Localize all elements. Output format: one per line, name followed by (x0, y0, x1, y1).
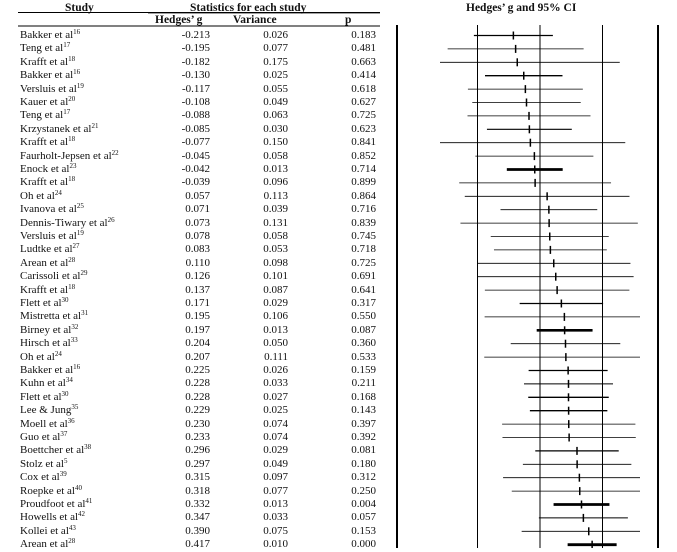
study-name: Kollei et $al^{43}$ (20, 523, 76, 537)
hedges-g-value: -0.088 (181, 109, 210, 122)
study-name: Flett et $al^{30}$ (20, 389, 69, 403)
hedges-g-value: 0.233 (185, 431, 210, 443)
p-value: 0.691 (351, 270, 376, 283)
hedges-g-value: 0.137 (185, 283, 210, 296)
variance-header: Variance (233, 14, 277, 26)
variance-value: 0.039 (263, 203, 288, 216)
hedges-g-value: 0.228 (185, 390, 210, 403)
variance-value: 0.131 (263, 216, 288, 229)
hedges-g-value: -0.213 (181, 29, 210, 41)
p-value: 0.168 (351, 390, 376, 403)
hedges-g-value: 0.057 (185, 189, 210, 202)
p-value: 0.081 (351, 444, 376, 457)
hedges-g-header: Hedges’ g (155, 14, 203, 26)
study-name: Arean et $al^{28}$ (20, 255, 76, 269)
study-name: Arean et $al^{28}$ (20, 537, 76, 551)
study-name: Krafft et $al^{18}$ (20, 282, 76, 296)
variance-value: 0.026 (263, 29, 288, 41)
hedges-g-value: 0.071 (185, 203, 210, 216)
hedges-g-value: 0.332 (185, 498, 210, 510)
variance-value: 0.025 (263, 69, 288, 82)
p-value: 0.725 (351, 109, 376, 122)
p-value: 0.714 (351, 163, 376, 175)
reference-number: 35 (71, 403, 79, 412)
hedges-g-value: -0.042 (181, 163, 210, 175)
p-value: 0.725 (351, 256, 376, 269)
p-value: 0.180 (351, 457, 376, 470)
study-name: Bakker et $al^{16}$ (20, 68, 81, 82)
reference-number: 19 (76, 81, 84, 90)
reference-number: 17 (63, 108, 71, 117)
variance-value: 0.106 (263, 310, 288, 323)
study-name: Bakker et $al^{16}$ (20, 28, 81, 41)
reference-number: 17 (63, 41, 71, 50)
variance-value: 0.033 (263, 377, 288, 390)
reference-number: 39 (59, 470, 67, 479)
reference-number: 20 (68, 95, 76, 103)
hedges-g-value: 0.417 (185, 538, 210, 551)
variance-value: 0.075 (263, 524, 288, 537)
reference-number: 40 (74, 483, 82, 492)
variance-value: 0.026 (263, 364, 288, 376)
p-value: 0.852 (351, 149, 376, 162)
hedges-g-value: 0.073 (185, 216, 210, 229)
reference-number: 16 (73, 68, 81, 77)
reference-number: 16 (73, 28, 81, 36)
reference-number: 16 (73, 363, 81, 371)
p-value: 0.250 (351, 484, 376, 497)
study-name: Oh et $al^{24}$ (20, 188, 62, 202)
study-name: Krzystanek et $al^{21}$ (20, 121, 99, 135)
hedges-g-value: 0.078 (185, 230, 210, 242)
variance-value: 0.077 (263, 42, 288, 55)
variance-value: 0.063 (263, 109, 288, 122)
p-value: 0.533 (351, 350, 376, 363)
hedges-g-value: -0.108 (181, 96, 210, 108)
reference-number: 29 (80, 269, 88, 278)
reference-number: 36 (67, 416, 75, 425)
study-name: Teng et $al^{17}$ (20, 41, 71, 55)
hedges-g-value: -0.117 (181, 82, 210, 95)
p-value: 0.745 (351, 230, 376, 242)
reference-number: 24 (54, 188, 62, 197)
reference-number: 5 (64, 456, 68, 465)
reference-number: 33 (70, 336, 78, 345)
study-name: Enock et $al^{23}$ (20, 162, 77, 175)
study-name: Moell et $al^{36}$ (20, 416, 75, 430)
p-value: 0.397 (351, 417, 376, 430)
variance-value: 0.074 (263, 417, 288, 430)
reference-number: 30 (61, 296, 69, 304)
reference-number: 28 (68, 537, 76, 546)
reference-number: 24 (54, 349, 62, 358)
hedges-g-value: 0.126 (185, 270, 210, 283)
p-value: 0.899 (351, 176, 376, 189)
variance-value: 0.098 (263, 256, 288, 269)
hedges-g-value: 0.315 (185, 471, 210, 484)
reference-number: 19 (76, 229, 84, 237)
study-name: Krafft et $al^{18}$ (20, 54, 76, 68)
variance-value: 0.096 (263, 176, 288, 189)
variance-value: 0.049 (263, 96, 288, 108)
p-value: 0.550 (351, 310, 376, 323)
p-value: 0.312 (351, 471, 376, 484)
study-name: Dennis-Tiwary et $al^{26}$ (20, 215, 115, 229)
reference-number: 22 (111, 148, 119, 157)
p-value: 0.317 (351, 297, 376, 309)
p-value: 0.718 (351, 243, 376, 256)
study-name: Versluis et $al^{19}$ (20, 81, 84, 95)
p-value: 0.641 (351, 283, 376, 296)
reference-number: 28 (68, 255, 76, 264)
study-name: Oh et $al^{24}$ (20, 349, 62, 363)
reference-number: 32 (71, 322, 79, 331)
hedges-g-value: 0.225 (185, 364, 210, 376)
study-name: Carissoli et $al^{29}$ (20, 269, 88, 283)
variance-value: 0.058 (263, 230, 288, 242)
p-value: 0.087 (351, 323, 376, 336)
study-name: Mistretta et $al^{31}$ (20, 309, 89, 323)
study-header: Study (65, 2, 94, 14)
variance-value: 0.055 (263, 82, 288, 95)
p-value: 0.183 (351, 29, 376, 41)
variance-value: 0.025 (263, 404, 288, 417)
reference-number: 37 (60, 430, 68, 438)
p-value: 0.159 (351, 364, 376, 376)
p-value: 0.864 (351, 189, 376, 202)
chart-title: Hedges’ g and 95% CI (466, 2, 577, 14)
reference-number: 30 (61, 389, 69, 398)
study-name: Krafft et $al^{18}$ (20, 175, 76, 189)
p-value: 0.057 (351, 511, 376, 524)
reference-number: 21 (91, 121, 99, 130)
variance-value: 0.050 (263, 337, 288, 350)
hedges-g-value: 0.230 (185, 417, 210, 430)
hedges-g-value: 0.083 (185, 243, 210, 256)
hedges-g-value: 0.204 (185, 337, 210, 350)
variance-value: 0.029 (263, 444, 288, 457)
hedges-g-value: 0.197 (185, 323, 210, 336)
study-name: Hirsch et $al^{33}$ (20, 336, 78, 350)
hedges-g-value: 0.195 (185, 310, 210, 323)
variance-value: 0.013 (263, 163, 288, 175)
hedges-g-value: -0.085 (181, 122, 210, 135)
hedges-g-value: 0.207 (185, 350, 210, 363)
p-value: 0.627 (351, 96, 376, 108)
reference-number: 34 (65, 376, 73, 385)
study-name: Lee & Jung$^{35}$ (20, 403, 79, 417)
p-value: 0.392 (351, 431, 376, 443)
variance-value: 0.053 (263, 243, 288, 256)
study-name: Cox et $al^{39}$ (20, 470, 67, 484)
variance-value: 0.027 (263, 390, 288, 403)
study-name: Krafft et $al^{18}$ (20, 135, 76, 149)
hedges-g-value: -0.077 (181, 136, 210, 149)
hedges-g-value: 0.390 (185, 524, 210, 537)
p-value: 0.211 (351, 377, 376, 390)
reference-number: 26 (107, 215, 115, 224)
variance-value: 0.058 (263, 149, 288, 162)
study-name: Bakker et $al^{16}$ (20, 363, 81, 376)
hedges-g-value: -0.130 (181, 69, 210, 82)
p-value: 0.839 (351, 216, 376, 229)
reference-number: 18 (68, 282, 76, 291)
stats-header: Statistics for each study (190, 2, 307, 14)
variance-value: 0.013 (263, 498, 288, 510)
hedges-g-value: -0.182 (181, 55, 210, 68)
reference-number: 18 (68, 135, 76, 144)
p-header: p (345, 14, 352, 26)
variance-value: 0.033 (263, 511, 288, 524)
study-name: Ludtke et $al^{27}$ (20, 242, 80, 256)
variance-value: 0.113 (263, 189, 288, 202)
variance-value: 0.013 (263, 323, 288, 336)
variance-value: 0.077 (263, 484, 288, 497)
reference-number: 18 (68, 54, 76, 63)
p-value: 0.618 (351, 82, 376, 95)
hedges-g-value: 0.110 (185, 256, 210, 269)
variance-value: 0.029 (263, 297, 288, 309)
reference-number: 25 (76, 202, 84, 211)
reference-number: 23 (69, 162, 77, 170)
p-value: 0.414 (351, 69, 376, 82)
hedges-g-value: -0.045 (181, 149, 210, 162)
reference-number: 27 (72, 242, 80, 251)
reference-number: 18 (68, 175, 76, 184)
p-value: 0.143 (351, 404, 376, 417)
study-name: Kauer et $al^{20}$ (20, 95, 76, 108)
study-name: Stolz et $al^5$ (20, 456, 68, 470)
study-name: Guo et $al^{37}$ (20, 430, 68, 443)
hedges-g-value: 0.171 (185, 297, 210, 309)
reference-number: 43 (68, 523, 76, 532)
variance-value: 0.074 (263, 431, 288, 443)
reference-number: 42 (78, 510, 86, 519)
hedges-g-value: 0.229 (185, 404, 210, 417)
reference-number: 31 (81, 309, 89, 318)
variance-value: 0.097 (263, 471, 288, 484)
p-value: 0.153 (351, 524, 376, 537)
variance-value: 0.030 (263, 122, 288, 135)
p-value: 0.623 (351, 122, 376, 135)
p-value: 0.716 (351, 203, 376, 216)
p-value: 0.663 (351, 55, 376, 68)
study-name: Proudfoot et $al^{41}$ (20, 497, 93, 510)
p-value: 0.481 (351, 42, 376, 55)
study-name: Versluis et $al^{19}$ (20, 229, 84, 242)
variance-value: 0.101 (263, 270, 288, 283)
study-name: Faurholt-Jepsen et $al^{22}$ (20, 148, 119, 162)
p-value: 0.004 (351, 498, 376, 510)
study-name: Howells et $al^{42}$ (20, 510, 86, 524)
p-value: 0.000 (351, 538, 376, 551)
variance-value: 0.049 (263, 457, 288, 470)
hedges-g-value: 0.296 (185, 444, 210, 457)
study-name: Roepke et $al^{40}$ (20, 483, 82, 497)
hedges-g-value: -0.039 (181, 176, 210, 189)
reference-number: 38 (84, 443, 92, 452)
variance-value: 0.111 (264, 350, 288, 363)
study-name: Ivanova et $al^{25}$ (20, 202, 84, 216)
p-value: 0.360 (351, 337, 376, 350)
reference-number: 41 (85, 497, 93, 505)
variance-value: 0.010 (263, 538, 288, 551)
hedges-g-value: -0.195 (181, 42, 210, 55)
hedges-g-value: 0.318 (185, 484, 210, 497)
p-value: 0.841 (351, 136, 376, 149)
study-name: Teng et $al^{17}$ (20, 108, 71, 122)
study-name: Kuhn et $al^{34}$ (20, 376, 73, 390)
study-name: Birney et $al^{32}$ (20, 322, 79, 336)
variance-value: 0.175 (263, 55, 288, 68)
variance-value: 0.150 (263, 136, 288, 149)
hedges-g-value: 0.347 (185, 511, 210, 524)
variance-value: 0.087 (263, 283, 288, 296)
hedges-g-value: 0.228 (185, 377, 210, 390)
study-name: Flett et $al^{30}$ (20, 296, 69, 309)
study-name: Boettcher et $al^{38}$ (20, 443, 92, 457)
hedges-g-value: 0.297 (185, 457, 210, 470)
